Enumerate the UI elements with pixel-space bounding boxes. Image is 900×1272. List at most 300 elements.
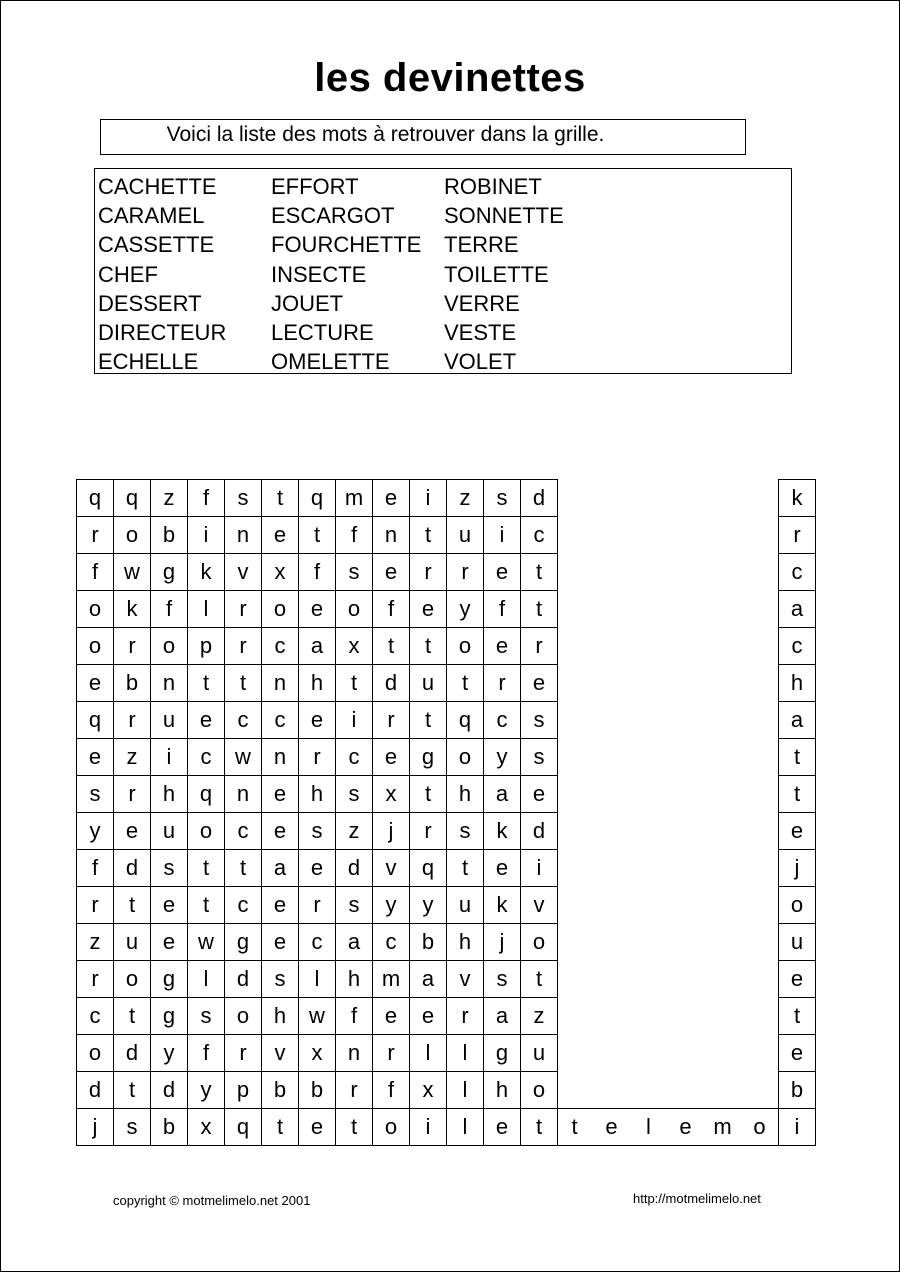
grid-cell: e: [262, 924, 299, 961]
grid-cell: e: [373, 480, 410, 517]
grid-cell: o: [225, 998, 262, 1035]
copyright-text: copyright © motmelimelo.net 2001: [113, 1193, 311, 1208]
grid-row: [77, 480, 558, 517]
grid-cell: e: [484, 850, 521, 887]
grid-row: [77, 1072, 558, 1109]
grid-cell: b: [262, 1072, 299, 1109]
grid-cell: d: [373, 665, 410, 702]
grid-cell: s: [336, 554, 373, 591]
grid-cell: s: [484, 480, 521, 517]
grid-row: [77, 776, 558, 813]
grid-cell: f: [299, 554, 336, 591]
grid-cell: e: [667, 1109, 704, 1146]
grid-cell: e: [593, 1109, 630, 1146]
grid-cell: r: [77, 961, 114, 998]
grid-cell: s: [262, 961, 299, 998]
grid-row: [779, 517, 816, 554]
grid-cell: x: [299, 1035, 336, 1072]
grid-cell: y: [77, 813, 114, 850]
grid-row: [779, 813, 816, 850]
grid-cell: c: [262, 702, 299, 739]
grid-cell: e: [373, 739, 410, 776]
grid-cell: c: [336, 739, 373, 776]
grid-cell: l: [630, 1109, 667, 1146]
grid-cell: n: [373, 517, 410, 554]
grid-cell: u: [114, 924, 151, 961]
grid-cell: w: [225, 739, 262, 776]
grid-cell: q: [225, 1109, 262, 1146]
grid-cell: i: [779, 1109, 816, 1146]
grid-cell: q: [299, 480, 336, 517]
grid-cell: u: [151, 813, 188, 850]
grid-cell: t: [114, 887, 151, 924]
grid-cell: s: [521, 702, 558, 739]
grid-cell: c: [77, 998, 114, 1035]
grid-cell: r: [225, 1035, 262, 1072]
grid-cell: d: [77, 1072, 114, 1109]
grid-cell: t: [262, 480, 299, 517]
grid-cell: e: [410, 591, 447, 628]
grid-cell: b: [151, 517, 188, 554]
word-item: TOILETTE: [444, 261, 549, 287]
grid-cell: u: [151, 702, 188, 739]
grid-row: [779, 961, 816, 998]
word-item: ECHELLE: [98, 349, 199, 375]
grid-cell: d: [151, 1072, 188, 1109]
grid-cell: x: [410, 1072, 447, 1109]
grid-row: [779, 1072, 816, 1109]
grid-cell: a: [484, 998, 521, 1035]
grid-cell: e: [521, 776, 558, 813]
grid-cell: e: [262, 776, 299, 813]
grid-cell: s: [77, 776, 114, 813]
grid-cell: e: [262, 813, 299, 850]
grid-cell: r: [484, 665, 521, 702]
word-item: VESTE: [444, 320, 517, 346]
grid-cell: t: [188, 850, 225, 887]
site-url: http://motmelimelo.net: [633, 1191, 761, 1206]
grid-cell: q: [77, 702, 114, 739]
grid-cell: w: [114, 554, 151, 591]
grid-cell: i: [410, 480, 447, 517]
grid-cell: j: [77, 1109, 114, 1146]
grid-cell: c: [779, 628, 816, 665]
grid-cell: l: [188, 961, 225, 998]
grid-cell: e: [151, 924, 188, 961]
grid-row: [779, 1109, 816, 1146]
grid-cell: g: [151, 554, 188, 591]
grid-cell: l: [447, 1072, 484, 1109]
grid-cell: b: [410, 924, 447, 961]
grid-cell: g: [484, 1035, 521, 1072]
grid-cell: r: [373, 1035, 410, 1072]
grid-row: [77, 1035, 558, 1072]
word-item: VERRE: [444, 290, 520, 316]
grid-cell: d: [336, 850, 373, 887]
grid-cell: t: [410, 702, 447, 739]
grid-cell: s: [299, 813, 336, 850]
word-item: DESSERT: [98, 290, 202, 316]
grid-cell: q: [447, 702, 484, 739]
grid-cell: r: [77, 887, 114, 924]
grid-cell: k: [779, 480, 816, 517]
grid-cell: t: [336, 665, 373, 702]
grid-cell: b: [151, 1109, 188, 1146]
grid-row: [77, 924, 558, 961]
grid-cell: e: [299, 591, 336, 628]
word-item: LECTURE: [271, 320, 374, 346]
grid-cell: b: [299, 1072, 336, 1109]
word-column-3: [444, 172, 564, 376]
grid-cell: n: [225, 517, 262, 554]
word-column-2: [271, 172, 421, 376]
grid-cell: r: [77, 517, 114, 554]
grid-cell: q: [188, 776, 225, 813]
grid-cell: u: [521, 1035, 558, 1072]
grid-cell: r: [373, 702, 410, 739]
grid-cell: m: [336, 480, 373, 517]
grid-cell: b: [114, 665, 151, 702]
word-column-1: [98, 172, 226, 376]
grid-cell: h: [262, 998, 299, 1035]
word-item: OMELETTE: [271, 349, 390, 375]
grid-cell: o: [77, 1035, 114, 1072]
word-item: CACHETTE: [98, 174, 217, 199]
grid-cell: t: [521, 554, 558, 591]
grid-cell: n: [151, 665, 188, 702]
grid-cell: i: [336, 702, 373, 739]
grid-cell: h: [299, 776, 336, 813]
grid-cell: t: [225, 850, 262, 887]
word-item: CASSETTE: [98, 232, 215, 258]
grid-cell: r: [114, 776, 151, 813]
grid-row: [779, 1035, 816, 1072]
grid-row: [77, 554, 558, 591]
grid-row: [77, 850, 558, 887]
grid-cell: f: [373, 1072, 410, 1109]
grid-cell: o: [336, 591, 373, 628]
word-item: ESCARGOT: [271, 203, 395, 229]
letter-grid-side-column: [778, 479, 816, 1146]
grid-cell: e: [521, 665, 558, 702]
grid-cell: s: [151, 850, 188, 887]
grid-cell: g: [410, 739, 447, 776]
grid-cell: c: [188, 739, 225, 776]
grid-cell: r: [114, 628, 151, 665]
grid-cell: y: [151, 1035, 188, 1072]
grid-cell: i: [188, 517, 225, 554]
grid-row: [556, 1109, 778, 1146]
word-item: JOUET: [271, 290, 344, 316]
grid-cell: r: [521, 628, 558, 665]
grid-cell: j: [484, 924, 521, 961]
grid-cell: l: [410, 1035, 447, 1072]
grid-row: [77, 1109, 558, 1146]
grid-cell: e: [299, 702, 336, 739]
grid-cell: h: [779, 665, 816, 702]
grid-cell: a: [410, 961, 447, 998]
grid-cell: h: [336, 961, 373, 998]
grid-cell: w: [299, 998, 336, 1035]
grid-cell: t: [521, 961, 558, 998]
grid-cell: y: [373, 887, 410, 924]
grid-cell: f: [77, 850, 114, 887]
grid-cell: u: [447, 517, 484, 554]
word-item: VOLET: [444, 349, 517, 375]
grid-cell: j: [779, 850, 816, 887]
grid-row: [779, 702, 816, 739]
grid-cell: t: [336, 1109, 373, 1146]
grid-cell: p: [225, 1072, 262, 1109]
grid-cell: t: [779, 998, 816, 1035]
grid-cell: c: [299, 924, 336, 961]
grid-cell: x: [336, 628, 373, 665]
word-item: FOURCHETTE: [271, 232, 422, 258]
grid-cell: g: [225, 924, 262, 961]
grid-cell: s: [188, 998, 225, 1035]
grid-cell: a: [336, 924, 373, 961]
grid-cell: t: [410, 517, 447, 554]
grid-cell: i: [484, 517, 521, 554]
grid-cell: c: [521, 517, 558, 554]
grid-cell: y: [410, 887, 447, 924]
grid-row: [77, 517, 558, 554]
grid-cell: z: [447, 480, 484, 517]
grid-cell: v: [225, 554, 262, 591]
grid-cell: o: [114, 961, 151, 998]
grid-cell: o: [151, 628, 188, 665]
grid-cell: t: [225, 665, 262, 702]
grid-cell: u: [410, 665, 447, 702]
grid-cell: o: [521, 1072, 558, 1109]
grid-cell: e: [779, 1035, 816, 1072]
grid-row: [77, 961, 558, 998]
word-item: EFFORT: [271, 174, 359, 199]
grid-row: [77, 739, 558, 776]
grid-row: [77, 702, 558, 739]
page-title: les devinettes: [314, 56, 586, 100]
grid-cell: t: [779, 776, 816, 813]
grid-cell: r: [225, 628, 262, 665]
grid-cell: f: [373, 591, 410, 628]
grid-cell: z: [151, 480, 188, 517]
grid-cell: t: [447, 850, 484, 887]
grid-cell: o: [262, 591, 299, 628]
grid-cell: i: [151, 739, 188, 776]
grid-cell: d: [225, 961, 262, 998]
grid-cell: r: [447, 998, 484, 1035]
grid-cell: r: [410, 554, 447, 591]
grid-cell: a: [299, 628, 336, 665]
grid-cell: l: [447, 1109, 484, 1146]
grid-row: [779, 850, 816, 887]
grid-cell: n: [262, 739, 299, 776]
grid-cell: z: [114, 739, 151, 776]
grid-cell: f: [77, 554, 114, 591]
grid-cell: e: [373, 998, 410, 1035]
grid-cell: a: [262, 850, 299, 887]
grid-cell: u: [779, 924, 816, 961]
grid-row: [77, 665, 558, 702]
grid-row: [77, 998, 558, 1035]
grid-cell: y: [188, 1072, 225, 1109]
grid-cell: z: [336, 813, 373, 850]
grid-cell: r: [299, 739, 336, 776]
word-list: [94, 168, 792, 374]
grid-cell: k: [188, 554, 225, 591]
grid-cell: x: [188, 1109, 225, 1146]
grid-cell: e: [114, 813, 151, 850]
grid-cell: l: [188, 591, 225, 628]
instructions-text: Voici la liste des mots à retrouver dans la grille.: [166, 123, 605, 146]
grid-cell: s: [484, 961, 521, 998]
grid-cell: l: [299, 961, 336, 998]
grid-cell: e: [373, 554, 410, 591]
grid-cell: c: [225, 702, 262, 739]
grid-cell: e: [299, 850, 336, 887]
grid-cell: e: [151, 887, 188, 924]
grid-cell: t: [410, 776, 447, 813]
letter-grid-bottom-row: [556, 1108, 778, 1146]
grid-cell: e: [188, 702, 225, 739]
grid-cell: v: [447, 961, 484, 998]
grid-cell: s: [336, 887, 373, 924]
grid-row: [779, 554, 816, 591]
grid-cell: v: [521, 887, 558, 924]
grid-cell: s: [447, 813, 484, 850]
grid-cell: t: [521, 1109, 558, 1146]
grid-cell: n: [225, 776, 262, 813]
grid-cell: g: [151, 998, 188, 1035]
grid-cell: t: [410, 628, 447, 665]
grid-row: [779, 776, 816, 813]
grid-cell: o: [188, 813, 225, 850]
grid-cell: h: [299, 665, 336, 702]
grid-cell: f: [151, 591, 188, 628]
grid-cell: r: [410, 813, 447, 850]
grid-cell: f: [188, 480, 225, 517]
grid-row: [779, 591, 816, 628]
grid-cell: e: [262, 887, 299, 924]
grid-cell: h: [484, 1072, 521, 1109]
grid-cell: t: [521, 591, 558, 628]
grid-row: [779, 665, 816, 702]
grid-cell: a: [484, 776, 521, 813]
grid-cell: d: [521, 813, 558, 850]
grid-cell: t: [447, 665, 484, 702]
grid-cell: m: [704, 1109, 741, 1146]
grid-cell: l: [447, 1035, 484, 1072]
grid-cell: t: [779, 739, 816, 776]
grid-cell: d: [114, 1035, 151, 1072]
grid-cell: a: [779, 591, 816, 628]
grid-cell: s: [336, 776, 373, 813]
grid-cell: c: [484, 702, 521, 739]
grid-cell: k: [484, 813, 521, 850]
grid-cell: f: [484, 591, 521, 628]
grid-cell: e: [484, 1109, 521, 1146]
grid-cell: f: [336, 517, 373, 554]
grid-cell: v: [373, 850, 410, 887]
grid-row: [77, 887, 558, 924]
letter-grid: [76, 479, 558, 1146]
grid-cell: a: [779, 702, 816, 739]
grid-cell: h: [151, 776, 188, 813]
grid-cell: t: [556, 1109, 593, 1146]
grid-cell: s: [521, 739, 558, 776]
grid-cell: y: [447, 591, 484, 628]
grid-cell: e: [484, 628, 521, 665]
grid-cell: q: [114, 480, 151, 517]
grid-row: [779, 480, 816, 517]
grid-cell: z: [77, 924, 114, 961]
grid-cell: e: [779, 961, 816, 998]
grid-cell: t: [188, 887, 225, 924]
grid-row: [779, 998, 816, 1035]
grid-cell: t: [114, 998, 151, 1035]
grid-row: [77, 628, 558, 665]
grid-cell: x: [262, 554, 299, 591]
grid-cell: c: [779, 554, 816, 591]
grid-row: [779, 628, 816, 665]
grid-cell: r: [447, 554, 484, 591]
grid-cell: m: [373, 961, 410, 998]
grid-cell: e: [262, 517, 299, 554]
grid-cell: g: [151, 961, 188, 998]
grid-row: [77, 591, 558, 628]
instructions-box: [100, 119, 746, 155]
grid-cell: d: [114, 850, 151, 887]
grid-cell: k: [484, 887, 521, 924]
grid-cell: v: [262, 1035, 299, 1072]
grid-cell: c: [225, 887, 262, 924]
grid-cell: o: [779, 887, 816, 924]
grid-row: [779, 924, 816, 961]
grid-cell: r: [299, 887, 336, 924]
grid-cell: y: [484, 739, 521, 776]
word-item: INSECTE: [271, 261, 367, 287]
grid-cell: t: [373, 628, 410, 665]
grid-cell: h: [447, 776, 484, 813]
grid-cell: o: [114, 517, 151, 554]
grid-cell: f: [336, 998, 373, 1035]
grid-cell: t: [114, 1072, 151, 1109]
word-item: SONNETTE: [444, 203, 564, 229]
grid-cell: w: [188, 924, 225, 961]
grid-cell: i: [410, 1109, 447, 1146]
grid-cell: r: [779, 517, 816, 554]
word-item: TERRE: [444, 232, 519, 258]
grid-row: [779, 739, 816, 776]
grid-cell: u: [447, 887, 484, 924]
grid-cell: e: [779, 813, 816, 850]
grid-cell: o: [741, 1109, 778, 1146]
grid-cell: e: [77, 739, 114, 776]
grid-cell: s: [114, 1109, 151, 1146]
grid-cell: c: [373, 924, 410, 961]
grid-cell: r: [225, 591, 262, 628]
grid-cell: f: [188, 1035, 225, 1072]
grid-cell: i: [521, 850, 558, 887]
grid-cell: n: [262, 665, 299, 702]
word-item: CHEF: [98, 261, 158, 287]
grid-cell: o: [373, 1109, 410, 1146]
grid-cell: z: [521, 998, 558, 1035]
grid-row: [779, 887, 816, 924]
grid-cell: t: [299, 517, 336, 554]
grid-cell: b: [779, 1072, 816, 1109]
grid-cell: t: [262, 1109, 299, 1146]
